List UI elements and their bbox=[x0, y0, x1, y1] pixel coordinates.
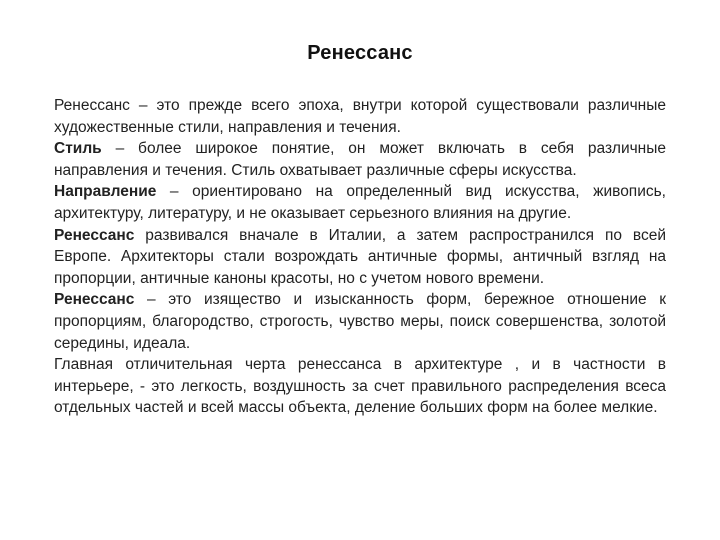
paragraph-text: развивался вначале в Италии, а затем распространился по всей Европе. Архитекторы стали возрождать античные формы, античный взгляд на пропорции, античные каноны красоты, но с учетом нового времени. bbox=[54, 226, 666, 287]
paragraph-renaissance-epoch bbox=[54, 95, 666, 138]
term-renaissance: Ренессанс bbox=[54, 291, 135, 309]
paragraph-style bbox=[54, 138, 666, 181]
term-style: Стиль bbox=[54, 140, 102, 158]
slide-body bbox=[54, 95, 666, 419]
paragraph-renaissance-spread bbox=[54, 225, 666, 290]
paragraph-main-feature bbox=[54, 354, 666, 419]
paragraph-renaissance-elegance bbox=[54, 289, 666, 354]
paragraph-direction bbox=[54, 181, 666, 224]
term-renaissance: Ренессанс bbox=[54, 226, 135, 244]
paragraph-text: – ориентировано на определенный вид искусства, живопись, архитектуру, литературу, и не оказывает серьезного влияния на другие. bbox=[54, 183, 666, 222]
paragraph-text: Главная отличительная черта ренессанса в архитектуре , и в частности в интерьере, - это легкость, воздушность за счет правильного распределения всеса отдельных частей и всей массы объекта, деление больших форм на более мелкие. bbox=[54, 356, 666, 417]
slide-title: Ренессанс bbox=[307, 42, 413, 64]
paragraph-text: – более широкое понятие, он может включать в себя различные направления и течения. Стиль охватывает различные сферы искусства. bbox=[54, 140, 666, 179]
paragraph-text: Ренессанс – это прежде всего эпоха, внутри которой существовали различные художественные стили, направления и течения. bbox=[54, 97, 666, 136]
paragraph-text: – это изящество и изысканность форм, бережное отношение к пропорциям, благородство, строгость, чувство меры, поиск совершенства, золотой середины, идеала. bbox=[54, 291, 666, 352]
term-direction: Направление bbox=[54, 183, 157, 201]
